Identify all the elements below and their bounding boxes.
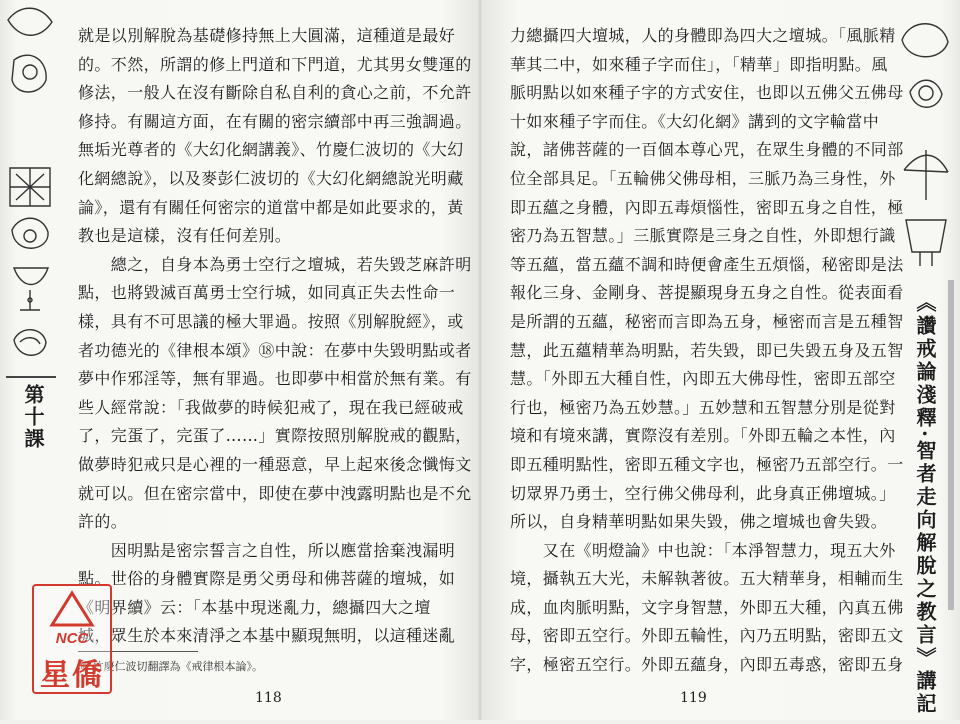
text-line: 境和有境來講，實際沒有差別。「外即五輪之本性，內 <box>510 426 896 446</box>
text-line: 華其二中，如來種子字而住」，「精華」即指明點。風 <box>510 54 888 74</box>
text-line: 十如來種子字而住。《大幻化網》講到的文字輪當中 <box>510 111 880 131</box>
left-page-text <box>78 22 472 651</box>
text-line: 切眾界乃勇士，空行佛父佛母利，此身真正佛壇城。」 <box>510 483 896 503</box>
text-line: 即五種明點性，密即五種文字也，極密乃五部空行。一 <box>510 454 904 474</box>
ornament-icons-right <box>890 0 960 280</box>
jewel-icon <box>8 8 52 35</box>
treasure-vase-icon <box>12 218 48 248</box>
right-page-text <box>510 22 904 680</box>
text-line: 些人經常說：「我做夢的時候犯戒了，現在我已經破戒 <box>78 397 464 417</box>
text-line: 夢中作邪淫等，無有罪過。也即夢中相當於無有業。有 <box>78 369 472 389</box>
page-number-right: 119 <box>680 690 707 706</box>
parasol-icon <box>902 24 948 57</box>
text-line: 密乃為五智慧。」三脈實際是三身之自性，外即想行識 <box>510 226 896 246</box>
text-line: 修持。有關這方面，在有關的密宗續部中再三強調過。 <box>78 111 472 131</box>
text-line: 就可以。但在密宗當中，即使在夢中洩露明點也是不允 <box>78 483 472 503</box>
ncc-watermark <box>32 584 112 694</box>
text-line: 成，血肉脈明點，文字身智慧，外即五大種，內真五佛 <box>510 597 904 617</box>
text-line: 修法，一般人在沒有斷除自私自利的貪心之前，不允許 <box>78 83 472 103</box>
endless-knot-icon <box>10 168 50 206</box>
text-line: 位全部具足。「五輪佛父佛母相，三脈乃為三身性，外 <box>510 168 896 188</box>
text-line: 樣，具有不可思議的極大罪過。按照《別解脫經》，或 <box>78 311 464 331</box>
text-line: 慧，此五蘊精華為明點，若失毀，即已失毀五身及五智 <box>510 340 904 360</box>
text-line: 報化三身、金剛身、菩提顯現身五身之自性。從表面看 <box>510 283 904 303</box>
text-line: 點，也將毀滅百萬勇士空行城，如同真正失去性命一 <box>78 283 456 303</box>
text-line: 慧。「外即五大種自性，內即五大佛母性，密即五部空 <box>510 369 896 389</box>
text-line: 教也是這樣，沒有任何差別。 <box>78 226 292 246</box>
text-line: 無垢光尊者的《大幻化網講義》、竹慶仁波切的《大幻 <box>78 140 464 160</box>
vase-icon <box>12 55 46 92</box>
lesson-label: 第十課 <box>21 384 45 450</box>
text-line: 字，極密五空行。外即五蘊身，內即五毒惑，密即五身 <box>510 655 904 675</box>
text-line: 了，完蛋了，完蛋了……」實際按照別解脫戒的觀點， <box>78 426 472 446</box>
text-line: 境，攝執五大光，未解執著彼。五大精華身，相輔而生 <box>510 569 904 589</box>
text-line: 許的。 <box>78 512 128 532</box>
text-line: 就是以別解脫為基礎修持無上大圓滿，這種道是最好 <box>78 26 456 45</box>
text-line: 等五蘊，當五蘊不調和時便會產生五煩惱，秘密即是法 <box>510 254 904 274</box>
text-line: 是所謂的五蘊，秘密而言即為五身，極密而言是五種智 <box>510 311 904 331</box>
text-line: 者功德光的《律根本頌》⑱中說：在夢中失毀明點或者 <box>78 340 472 360</box>
conch-icon <box>14 268 48 310</box>
text-line: 城，眾生於本來清淨之本基中顯現無明，以這種迷亂 <box>78 626 456 646</box>
lotus-icon <box>910 80 942 107</box>
watermark-text-name: 星僑 <box>40 658 104 693</box>
text-line: 脈明點以如來種子字的方式安住，也即以五佛父五佛母 <box>510 83 904 103</box>
text-line: 因明點是密宗誓言之自性，所以應當捨棄洩漏明 <box>78 540 456 560</box>
page-number-left: 118 <box>255 690 282 706</box>
text-line: 總之，自身本為勇士空行之壇城，若失毀芝麻許明 <box>78 254 472 274</box>
text-line: 行也，極密乃為五妙慧。」五妙慧和五智慧分別是從對 <box>510 397 896 417</box>
text-line: 又在《明燈論》中也說：「本淨智慧力，現五大外 <box>510 540 896 560</box>
watermark-text-ncc: NCC <box>55 630 89 647</box>
margin-band <box>948 280 954 610</box>
text-line: 即五蘊之身體，內即五毒煩惱性，密即五身之自性，極 <box>510 197 904 217</box>
text-line: 點。世俗的身體實際是勇父勇母和佛菩薩的壇城，如 <box>78 569 456 589</box>
right-margin-decoration <box>890 0 960 720</box>
text-line: 說，諸佛菩薩的一百個本尊心咒，在眾生身體的不同部 <box>510 140 904 160</box>
text-line: 做夢時犯戒只是心裡的一種惡意，早上起來後念懺悔文 <box>78 454 472 474</box>
text-line: 母，密即五空行。外即五輪性，內乃五明點，密即五文 <box>510 626 904 646</box>
fish-icon <box>14 330 46 356</box>
banner-icon <box>904 150 948 200</box>
text-line: 化網總說》，以及麥彭仁波切的《大幻化網總說光明藏 <box>78 168 464 188</box>
triangle-logo-icon <box>49 590 95 628</box>
right-page <box>480 0 960 720</box>
text-line: 力總攝四大壇城，人的身體即為四大之壇城。「風脈精 <box>510 26 896 45</box>
wheel-icon <box>906 220 946 266</box>
footnote: ⑱ 竹慶仁波切翻譯為《戒律根本論》。 <box>78 660 263 673</box>
text-line: 《明界續》云：「本基中現迷亂力，總攝四大之壇 <box>78 597 431 617</box>
text-line: 所以，自身精華明點如果失毀，佛之壇城也會失毀。 <box>510 512 888 532</box>
text-line: 的。不然，所謂的修上門道和下門道，尤其男女雙運的 <box>78 54 472 74</box>
text-line: 論》，還有有關任何密宗的道當中都是如此要求的，黃 <box>78 197 464 217</box>
book-title: 《讚戒論淺釋·智者走向解脫之教言》講記 <box>913 292 937 716</box>
